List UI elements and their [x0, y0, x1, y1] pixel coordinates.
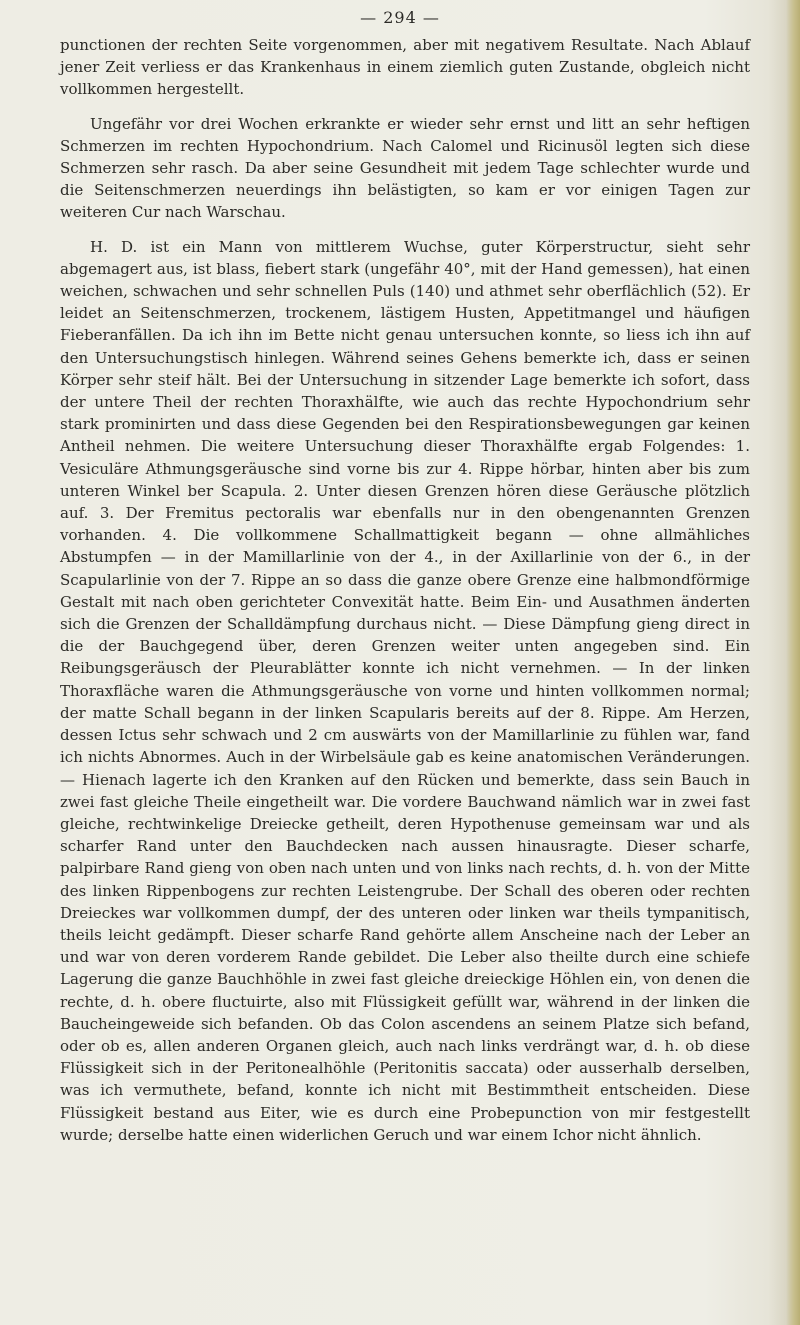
body-text [60, 34, 750, 1158]
paragraph-3: H. D. ist ein Mann von mittlerem Wuchse, guter Körperstructur, sieht sehr abgemagert aus, ist blass, fiebert stark (ungefähr 40°, mit der Hand gemessen), hat einen weichen, schwachen und sehr schnellen Puls (140) und athmet sehr oberflächlich (52). Er leidet an Seitenschmerzen, trockenem, lästigem Husten, Appetitmangel und häufigen Fieberanfällen. Da ich ihn im Bette nicht genau untersuchen konnte, so liess ich ihn auf den Untersuchungstisch hinlegen. Während seines Gehens bemerkte ich, dass er seinen Körper sehr steif hält. Bei der Untersuchung in sitzender Lage bemerkte ich sofort, dass der untere Theil der rechten Thoraxhälfte, wie auch das rechte Hypochondrium sehr stark prominirten und dass diese Gegenden bei den Respirationsbewegungen gar keinen Antheil nehmen. Die weitere Untersuchung dieser Thoraxhälfte ergab Folgendes: 1. Vesiculäre Athmungsgeräusche sind vorne bis zur 4. Rippe hörbar, hinten aber bis zum unteren Winkel ber Scapula. 2. Unter diesen Grenzen hören diese Geräusche plötzlich auf. 3. Der Fremitus pectoralis war ebenfalls nur in den obengenannten Grenzen vorhanden. 4. Die vollkommene Schallmattigkeit begann — ohne allmähliches Abstumpfen — in der Mamillarlinie von der 4., in der Axillarlinie von der 6., in der Scapularlinie von der 7. Rippe an so dass die ganze obere Grenze eine halbmondförmige Gestalt mit nach oben gerichteter Convexität hatte. Beim Ein- und Ausathmen änderten sich die Grenzen der Schalldämpfung durchaus nicht. — Diese Dämpfung gieng direct in die der Bauchgegend über, deren Grenzen weiter unten angegeben sind. Ein Reibungsgeräusch der Pleurablätter konnte ich nicht vernehmen. — In der linken Thoraxfläche waren die Athmungsgeräusche von vorne und hinten vollkommen normal; der matte Schall begann in der linken Scapularis bereits auf der 8. Rippe. Am Herzen, dessen Ictus sehr schwach und 2 cm auswärts von der Mamillarlinie zu fühlen war, fand ich nichts Abnormes. Auch in der Wirbelsäule gab es keine anatomischen Veränderungen. — Hienach lagerte ich den Kranken auf den Rücken und bemerkte, dass sein Bauch in zwei fast gleiche Theile eingetheilt war. Die vordere Bauchwand nämlich war in zwei fast gleiche, rechtwinkelige Dreiecke getheilt, deren Hypothenuse gemeinsam war und als scharfer Rand unter den Bauchdecken nach aussen hinausragte. Dieser scharfe, palpirbare Rand gieng von oben nach unten und von links nach rechts, d. h. von der Mitte des linken Rippenbogens zur rechten Leistengrube. Der Schall des oberen oder rechten Dreieckes war vollkommen dumpf, der des unteren oder linken war theils tympanitisch, theils leicht gedämpft. Dieser scharfe Rand gehörte allem Anscheine nach der Leber an und war von deren vorderem Rande gebildet. Die Leber also theilte durch eine schiefe Lagerung die ganze Bauchhöhle in zwei fast gleiche dreieckige Höhlen ein, von denen die rechte, d. h. obere fluctuirte, also mit Flüssigkeit gefüllt war, während in der linken die Baucheingeweide sich befanden. Ob das Colon ascendens an seinem Platze sich befand, oder ob es, allen anderen Organen gleich, auch nach links verdrängt war, d. h. ob diese Flüssigkeit sich in der Peritonealhöhle (Peritonitis saccata) oder ausserhalb derselben, was ich vermuthete, befand, konnte ich nicht mit Bestimmtheit entscheiden. Diese Flüssigkeit bestand aus Eiter, wie es durch eine Probepunction von mir festgestellt wurde; derselbe hatte einen widerlichen Geruch und war einem Ichor nicht ähnlich. [60, 237, 750, 1144]
page-edge [786, 0, 800, 1325]
paragraph-1: punctionen der rechten Seite vorgenommen, aber mit negativem Resultate. Nach Ablauf jener Zeit verliess er das Krankenhaus in einem ziemlich guten Zustande, obgleich nicht vollkommen hergestellt. [60, 36, 750, 99]
paragraph-2: Ungefähr vor drei Wochen erkrankte er wieder sehr ernst und litt an sehr heftigen Schmerzen im rechten Hypochondrium. Nach Calomel und Ricinusöl legten sich diese Schmerzen sehr rasch. Da aber seine Gesundheit mit jedem Tage schlechter wurde und die Seitenschmerzen neuerdings ihn belästigten, so kam er vor einigen Tagen zur weiteren Cur nach Warschau. [60, 114, 750, 222]
page-number: — 294 — [360, 8, 440, 27]
